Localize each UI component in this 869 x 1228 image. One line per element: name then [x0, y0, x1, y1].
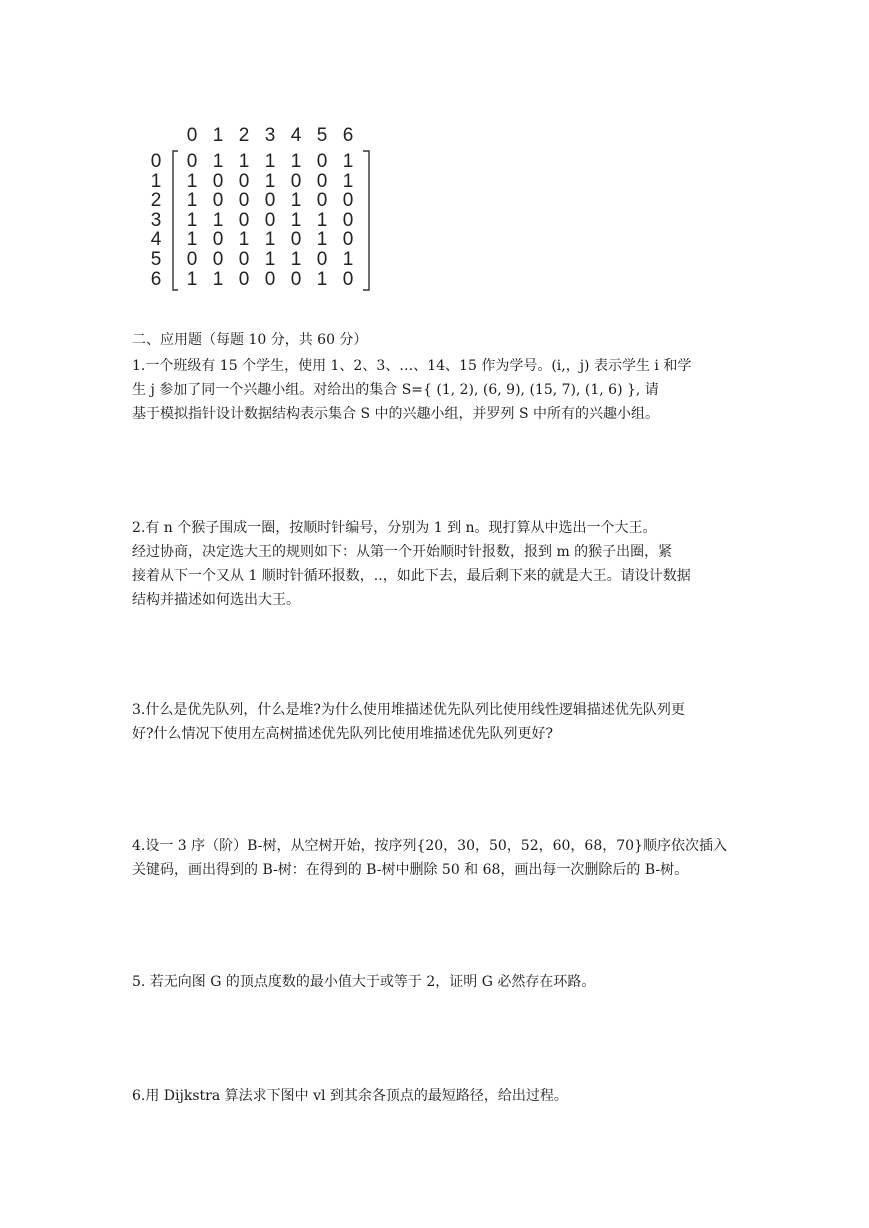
- matrix-column-header: 4: [290, 125, 302, 146]
- matrix-cell: 0: [238, 170, 250, 192]
- question-5-line-1: 5. 若无向图 G 的顶点度数的最小值大于或等于 2，证明 G 必然存在环路。: [132, 974, 596, 990]
- matrix-cell: 1: [238, 151, 250, 172]
- question-2-line-3: 接着从下一个又从 1 顺时针循环报数，..，如此下去，最后剩下来的就是大王。请设计数据: [132, 568, 691, 584]
- question-2: [132, 516, 691, 612]
- matrix-column-header: 6: [342, 125, 354, 146]
- adjacency-matrix-figure: [132, 118, 382, 298]
- matrix-column-header: 3: [264, 125, 276, 146]
- matrix-cell: 1: [316, 268, 328, 290]
- matrix-cell: 1: [264, 229, 276, 251]
- question-2-line-2: 经过协商，决定选大王的规则如下：从第一个开始顺时针报数，报到 m 的猴子出圈，紧: [132, 544, 673, 560]
- matrix-cell: 1: [212, 209, 224, 231]
- matrix-row-label: 1: [150, 170, 162, 192]
- question-1-line-1: 1.一个班级有 15 个学生，使用 1、2、3、…、14、15 作为学号。(i,，j) 表示学生 i 和学: [132, 358, 692, 374]
- matrix-cell: 0: [186, 151, 198, 172]
- matrix-cell: 1: [212, 268, 224, 290]
- matrix-cell: 1: [316, 209, 328, 231]
- matrix-cell: 0: [238, 268, 250, 290]
- matrix-cell: 0: [290, 170, 302, 192]
- matrix-column-header: 5: [316, 125, 328, 146]
- matrix-cell: 0: [212, 170, 224, 192]
- matrix-cell: 1: [186, 268, 198, 290]
- matrix-cell: 0: [316, 249, 328, 270]
- matrix-cell: 0: [212, 190, 224, 212]
- question-1-line-2: 生 j 参加了同一个兴趣小组。对给出的集合 S={ (1, 2), (6, 9), (15, 7), (1, 6) }, 请: [132, 382, 659, 398]
- matrix-row-label: 5: [150, 249, 162, 270]
- matrix-cell: 0: [316, 170, 328, 192]
- matrix-cell: 1: [186, 170, 198, 192]
- matrix-row-label: 3: [150, 209, 162, 231]
- matrix-row-label: 2: [150, 190, 162, 212]
- section-title: 二、应用题（每题 10 分，共 60 分）: [132, 332, 368, 348]
- question-6: [132, 1084, 568, 1108]
- matrix-cell: 0: [212, 229, 224, 251]
- question-6-line-1: 6.用 Dijkstra 算法求下图中 vl 到其余各顶点的最短路径，给出过程。: [132, 1088, 568, 1104]
- matrix-cell: 1: [342, 151, 354, 172]
- matrix-cell: 1: [212, 151, 224, 172]
- matrix-cell: 0: [342, 229, 354, 251]
- matrix-right-bracket: [363, 151, 369, 290]
- matrix-column-header: 0: [186, 125, 198, 146]
- question-3-line-2: 好?什么情况下使用左高树描述优先队列比使用堆描述优先队列更好?: [132, 726, 554, 742]
- question-3: [132, 698, 685, 746]
- matrix-cell: 1: [264, 151, 276, 172]
- matrix-left-bracket: [173, 151, 178, 290]
- matrix-cell: 1: [238, 229, 250, 251]
- matrix-cell: 0: [264, 209, 276, 231]
- matrix-cell: 1: [342, 249, 354, 270]
- matrix-cell: 0: [316, 190, 328, 212]
- question-4: [132, 834, 727, 882]
- matrix-column-header: 1: [212, 125, 224, 146]
- matrix-cell: 0: [264, 190, 276, 212]
- question-1-line-3: 基于模拟指针设计数据结构表示集合 S 中的兴趣小组，并罗列 S 中所有的兴趣小组。: [132, 406, 659, 422]
- matrix-column-header: 2: [238, 125, 250, 146]
- matrix-cell: 0: [238, 190, 250, 212]
- matrix-row-label: 4: [150, 229, 162, 251]
- matrix-cell: 0: [264, 268, 276, 290]
- matrix-cell: 1: [290, 190, 302, 212]
- matrix-cell: 1: [316, 229, 328, 251]
- question-4-line-1: 4.设一 3 序（阶）B-树，从空树开始，按序列{20，30，50，52，60，68，70}顺序依次插入: [132, 838, 727, 854]
- matrix-cell: 0: [342, 209, 354, 231]
- matrix-cell: 0: [186, 249, 198, 270]
- matrix-cell: 1: [290, 209, 302, 231]
- matrix-cell: 0: [342, 268, 354, 290]
- question-4-line-2: 关键码，画出得到的 B-树：在得到的 B-树中删除 50 和 68，画出每一次删除后的 B-树。: [132, 862, 689, 878]
- matrix-cell: 0: [290, 229, 302, 251]
- matrix-cell: 0: [342, 190, 354, 212]
- question-5: [132, 970, 595, 994]
- matrix-cell: 0: [316, 151, 328, 172]
- matrix-cell: 0: [212, 249, 224, 270]
- question-1: [132, 354, 691, 426]
- matrix-cell: 1: [186, 190, 198, 212]
- matrix-cell: 1: [342, 170, 354, 192]
- matrix-cell: 1: [290, 249, 302, 270]
- question-2-line-4: 结构并描述如何选出大王。: [132, 592, 300, 608]
- matrix-cell: 1: [264, 170, 276, 192]
- matrix-cell: 0: [238, 209, 250, 231]
- matrix-cell: 1: [186, 229, 198, 251]
- matrix-cell: 0: [290, 268, 302, 290]
- question-2-line-1: 2.有 n 个猴子围成一圈，按顺时针编号，分别为 1 到 n。现打算从中选出一个大王。: [132, 520, 657, 536]
- matrix-cell: 0: [238, 249, 250, 270]
- matrix-row-label: 6: [150, 268, 162, 290]
- question-3-line-1: 3.什么是优先队列，什么是堆?为什么使用堆描述优先队列比使用线性逻辑描述优先队列更: [132, 702, 685, 718]
- matrix-cell: 1: [290, 151, 302, 172]
- matrix-cell: 1: [186, 209, 198, 231]
- matrix-cell: 1: [264, 249, 276, 270]
- matrix-row-label: 0: [150, 151, 162, 172]
